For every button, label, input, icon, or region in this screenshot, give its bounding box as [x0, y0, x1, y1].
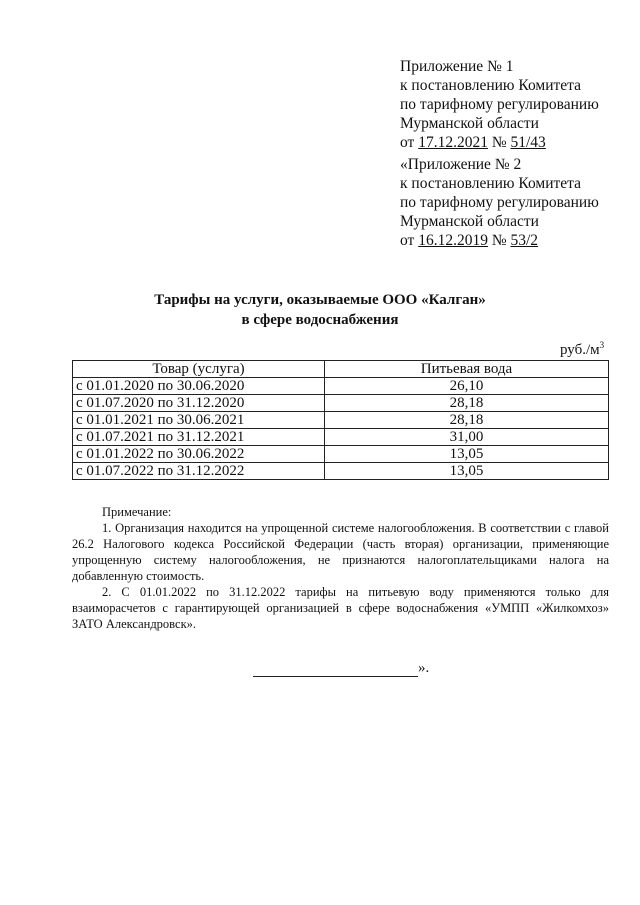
header-service: Товар (услуга)	[73, 361, 325, 378]
row-value: 26,10	[325, 378, 609, 395]
row-period: с 01.07.2020 по 31.12.2020	[73, 395, 325, 412]
appendix-1-date-prefix: от	[400, 134, 419, 151]
row-period: с 01.07.2022 по 31.12.2022	[73, 463, 325, 480]
appendix-1-line2: к постановлению Комитета	[400, 77, 581, 94]
appendix-2-date: 16.12.2019	[418, 232, 488, 249]
appendix-2-date-line	[400, 231, 599, 250]
appendix-2-line2: к постановлению Комитета	[400, 175, 581, 192]
unit-base: руб./м	[560, 342, 600, 358]
appendix-2-header	[400, 155, 599, 250]
table-row	[73, 446, 609, 463]
row-period: с 01.01.2022 по 30.06.2022	[73, 446, 325, 463]
appendix-1-date-line	[400, 133, 599, 152]
title-line-1: Тарифы на услуги, оказываемые ООО «Калган»	[154, 292, 486, 308]
table-row	[73, 429, 609, 446]
row-value: 28,18	[325, 412, 609, 429]
unit-exponent: 3	[599, 340, 605, 350]
appendix-1-title: Приложение № 1	[400, 58, 514, 75]
appendix-2-date-prefix: от	[400, 232, 419, 249]
appendix-1-line3: по тарифному регулированию	[400, 96, 599, 113]
note-2: 2. С 01.01.2022 по 31.12.2022 тарифы на питьевую воду применяются только для взаиморасчетов с гарантирующей организацией в сфере водоснабжения «УМПП «Жилкомхоз» ЗАТО Александровск».	[72, 585, 609, 631]
appendix-1-line4: Мурманской области	[400, 115, 539, 132]
blank-line	[253, 661, 418, 677]
appendix-2-number: 53/2	[510, 232, 539, 249]
appendix-2-title: «Приложение № 2	[400, 156, 522, 173]
tariff-table	[72, 360, 609, 480]
closing-quote: ».	[418, 660, 430, 676]
row-value: 31,00	[325, 429, 609, 446]
row-value: 13,05	[325, 446, 609, 463]
row-period: с 01.01.2020 по 30.06.2020	[73, 378, 325, 395]
table-row	[73, 378, 609, 395]
appendix-1-number-sep: №	[487, 134, 511, 151]
row-value: 13,05	[325, 463, 609, 480]
note-1: 1. Организация находится на упрощенной системе налогообложения. В соответствии с главой 26.2 Налогового кодекса Российской Федерации (часть вторая) организации, применяющие упрощенную систему налогообложения, не признаются налогоплательщиками налога на добавленную стоимость.	[72, 521, 609, 583]
header-drinking-water: Питьевая вода	[325, 361, 609, 378]
document-title	[0, 290, 640, 330]
row-value: 28,18	[325, 395, 609, 412]
table-header-row	[73, 361, 609, 378]
notes-heading: Примечание:	[102, 505, 172, 519]
table-row	[73, 412, 609, 429]
table-row	[73, 395, 609, 412]
appendix-2-line4: Мурманской области	[400, 213, 539, 230]
table-row	[73, 463, 609, 480]
row-period: с 01.01.2021 по 30.06.2021	[73, 412, 325, 429]
row-period: с 01.07.2021 по 31.12.2021	[73, 429, 325, 446]
notes-section	[72, 504, 609, 632]
appendix-1-number: 51/43	[510, 134, 546, 151]
closing-signature-line	[253, 660, 429, 677]
appendix-1-header	[400, 57, 599, 152]
appendix-2-line3: по тарифному регулированию	[400, 194, 599, 211]
title-line-2: в сфере водоснабжения	[241, 312, 399, 328]
appendix-2-number-sep: №	[487, 232, 511, 249]
appendix-1-date: 17.12.2021	[418, 134, 488, 151]
unit-label	[560, 340, 604, 359]
